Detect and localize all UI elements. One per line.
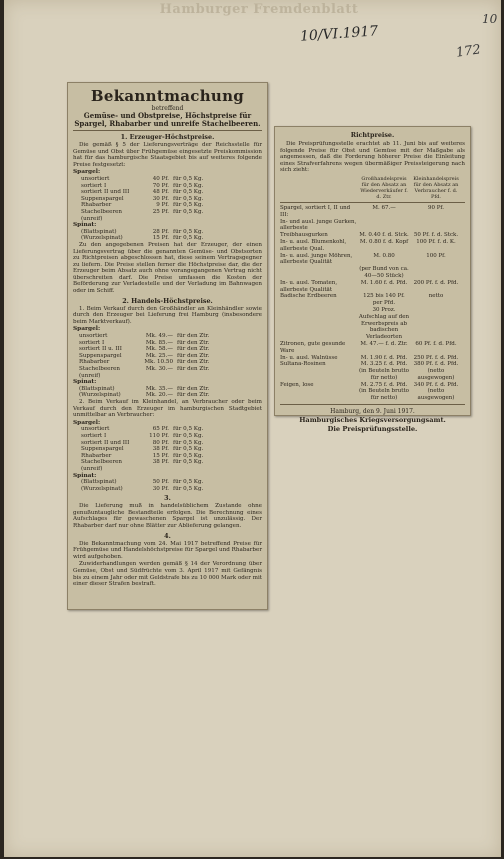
retail-price: 100 Pf. <box>426 252 446 259</box>
product-name: sortiert I <box>81 182 107 189</box>
clipping-richtpreise <box>274 126 471 434</box>
category-label: Spargel: <box>73 326 101 333</box>
price-row <box>73 366 262 379</box>
price-value: 15 Pf. <box>152 452 169 459</box>
price-value: 15 Pf. <box>152 235 169 242</box>
product-name <box>280 368 358 382</box>
retail-price: netto <box>428 293 444 300</box>
richtpreise-row <box>280 232 465 239</box>
retail-price <box>410 266 462 280</box>
price-value: 38 Pf. <box>152 459 169 466</box>
handwritten-folio: 172 <box>455 42 482 61</box>
price-value: 30 Pf. <box>152 195 169 202</box>
price-value: 50 Pf. <box>152 479 169 486</box>
price-value: Mk. 49.— <box>145 333 173 340</box>
price-value: 30 Pf. <box>152 485 169 492</box>
retail-price: 250 Pf. f. d. Pfd. <box>413 354 459 361</box>
product-name: Treibhausgurken <box>280 232 328 239</box>
price-value: Mk. 20.— <box>145 392 173 399</box>
issuing-office: Hamburgisches Kriegsversorgungsamt. <box>299 416 446 425</box>
price-value: 48 Pf. <box>152 189 169 196</box>
price-list-wholesale <box>73 326 262 399</box>
richtpreise-row <box>280 266 465 280</box>
category-label: Spinat: <box>73 222 97 229</box>
category-label: Spargel: <box>73 169 101 176</box>
archive-sheet <box>4 0 501 857</box>
price-unit: für 0,5 Kg. <box>173 175 204 182</box>
price-unit: für 0,5 Kg. <box>173 426 204 433</box>
product-name: (Blattspinat) <box>81 479 117 486</box>
col-wholesale-header: Großhandelspreis für den Absatz an Wiederverkäufer f. d. Ztr. <box>360 175 408 200</box>
product-name: Stachelbeeren (unreif) <box>79 366 121 379</box>
wholesale-price: (in Beuteln brutto für netto) <box>359 368 409 381</box>
wholesale-price: (in Beuteln brutto für netto) <box>359 388 409 402</box>
wholesale-price: M. 1.90 f. d. Pfd. <box>360 354 408 361</box>
price-unit: für den Ztr. <box>177 352 210 359</box>
richtpreise-row <box>280 239 465 253</box>
price-row <box>73 392 262 399</box>
price-row <box>73 176 262 183</box>
product-name: Suppenspargel <box>81 446 124 453</box>
price-row <box>73 189 262 196</box>
wholesale-price: (per Bund von ca. 40—50 Stück) <box>359 266 409 279</box>
product-name: unsortiert <box>81 426 110 433</box>
price-unit: für 0,5 Kg. <box>173 479 204 486</box>
richtpreise-table-header <box>280 176 465 200</box>
clipping-title: Bekanntmachung <box>90 87 245 105</box>
price-unit: für den Ztr. <box>177 346 210 353</box>
price-row <box>73 333 262 340</box>
retail-price: 200 Pf. f. d. Pfd. <box>413 279 459 286</box>
price-unit: für den Ztr. <box>177 333 210 340</box>
place-date: Hamburg, den 9. Juni 1917. <box>330 408 415 416</box>
price-unit: für den Ztr. <box>177 359 210 366</box>
product-name: Feigen, lose <box>280 381 314 388</box>
category-label: Spinat: <box>73 379 97 386</box>
section-heading-1: 1. Erzeuger-Höchstpreise. <box>120 133 215 141</box>
price-value: Mk. 58.— <box>145 346 173 353</box>
price-value: 65 Pf. <box>152 426 169 433</box>
product-name: Spargel, sortiert I, II und III: <box>280 204 351 218</box>
retail-price: 380 Pf. f. d. Pfd. <box>413 361 459 368</box>
price-unit: für 0,5 Kg. <box>173 485 204 492</box>
price-value: 80 Pf. <box>152 439 169 446</box>
retail-price: 60 Pf. f. d. Pfd. <box>415 340 457 347</box>
price-unit: für 0,5 Kg. <box>173 228 204 235</box>
price-row <box>73 446 262 453</box>
product-name: In- und ausl. junge Gurken, allerbeste <box>280 218 357 232</box>
richtpreise-title: Richtpreise. <box>350 131 395 139</box>
richtpreise-row <box>280 253 465 267</box>
price-unit: für 0,5 Kg. <box>173 182 204 189</box>
wholesale-price: M. 1.60 f. d. Pfd. <box>360 279 408 286</box>
divider <box>73 130 262 131</box>
price-row <box>73 340 262 347</box>
richtpreise-row <box>280 293 465 307</box>
richtpreise-row <box>280 280 465 294</box>
retail-price: 100 Pf. f. d. K. <box>416 238 456 245</box>
price-unit: für 0,5 Kg. <box>173 202 204 209</box>
price-row <box>73 440 262 447</box>
product-name: In- u. ausl. Tomaten, allerbeste Qualität <box>280 279 338 293</box>
retail-price: (netto ausgewogen) <box>417 388 455 402</box>
product-name: Stachelbeeren (unreif) <box>81 459 123 472</box>
price-row <box>73 433 262 440</box>
product-name: (Blattspinat) <box>79 385 115 392</box>
product-name: Suppenspargel <box>79 352 122 359</box>
wholesale-price <box>358 219 410 233</box>
price-unit: für den Ztr. <box>177 366 210 372</box>
product-name <box>280 388 358 402</box>
signature-block <box>280 408 465 434</box>
price-unit: für 0,5 Kg. <box>173 189 204 196</box>
price-unit: für den Ztr. <box>177 339 210 346</box>
price-value: 70 Pf. <box>152 182 169 189</box>
price-value: 38 Pf. <box>152 446 169 453</box>
handwritten-date: 10/VI.1917 <box>299 23 379 45</box>
section-heading-2: 2. Handels-Höchstpreise. <box>122 296 213 305</box>
product-name: (Wurzelspinat) <box>79 392 121 399</box>
retail-price <box>410 219 462 233</box>
price-value: 40 Pf. <box>152 175 169 182</box>
price-unit: für 0,5 Kg. <box>173 452 204 459</box>
product-name: Sultana-Rosinen <box>280 361 326 368</box>
price-row <box>73 183 262 190</box>
price-row <box>73 479 262 486</box>
col-retail-header: Kleinhandelspreis für den Absatz an Verbraucher f. d. Pfd. <box>413 175 459 200</box>
richtpreise-row <box>280 355 465 362</box>
product-name: In- u. ausl. Blumenkohl, allerbeste Qual. <box>280 238 347 252</box>
product-name: In- u. ausl. Walnüsse <box>280 354 338 361</box>
paragraph-7: Zuwiderhandlungen werden gemäß § 14 der Verordnung über Gemüse, Obst und Südfrüchte vom 3. April 1917 mit Gefängnis bis zu einem Jahr oder mit Geldstrafe bis zu 10 000 Mark oder mit einer dieser Strafen bestraft. <box>73 561 262 588</box>
price-unit: für 0,5 Kg. <box>173 208 204 215</box>
product-name <box>280 307 358 341</box>
product-name: sortiert II u. III <box>79 346 122 353</box>
paragraph-5: Die Lieferung muß in handelsüblichem Zustande ohne genußuntaugliche Bestandteile erfolgen. Die Berechnung eines Aufschlages für gewaschenen Spargel ist unzulässig. Der Rhabarber darf nur ohne Blätter zur Ablieferung gelangen. <box>73 503 262 530</box>
wholesale-price: M. 3.25 f. d. Pfd. <box>360 361 408 368</box>
retail-price: (netto ausgewogen) <box>417 368 455 381</box>
price-row <box>73 486 262 493</box>
handwritten-page-number: 10 <box>482 12 498 26</box>
price-value: Mk. 30.— <box>145 366 173 372</box>
divider <box>280 404 465 405</box>
product-name: sortiert I <box>81 432 107 439</box>
price-list-producer <box>73 169 262 242</box>
product-name: sortiert II und III <box>81 439 130 446</box>
product-name <box>280 266 358 280</box>
richtpreise-table <box>280 205 465 402</box>
richtpreise-row <box>280 341 465 355</box>
retail-price: 340 Pf. f. d. Pfd. <box>413 381 459 388</box>
product-name: In- u. ausl. junge Möhren, allerbeste Qualität <box>280 252 353 266</box>
richtpreise-row <box>280 307 465 341</box>
price-value: 110 Pf. <box>149 432 169 439</box>
paragraph-3: 1. Beim Verkauf durch den Großhändler an Kleinhändler sowie durch den Erzeuger bei Lieferung frei Hamburg (insbesondere beim Marktverkauf). <box>73 305 262 325</box>
richtpreise-row <box>280 219 465 233</box>
product-name: sortiert II und III <box>81 189 130 196</box>
product-name: unsortiert <box>81 175 110 182</box>
wholesale-price: M. 0.80 <box>373 252 395 259</box>
newspaper-masthead: Hamburger Fremdenblatt <box>159 2 359 17</box>
richtpreise-paragraph: Die Preisprüfungsstelle erachtet ab 11. Juni bis auf weiteres folgende Preise für Obst und Gemüse mit der Maßgabe als angemessen, daß die Forderung höherer Preise die Einleitung eines Strafverfahrens wegen übermäßiger Preissteigerung nach sich zieht: <box>280 141 465 174</box>
product-name: Rhabarber <box>81 452 112 459</box>
issuing-department: Die Preisprüfungsstelle. <box>327 425 418 434</box>
paragraph-1: Die gemäß § 5 der Lieferungsverträge der Reichsstelle für Gemüse und Obst über Frühgemüse eingesetzte Preiskommission hat für das hamburgische Staatsgebiet bis auf weiteres folgende Preise festgesetzt: <box>73 142 262 168</box>
price-row <box>73 453 262 460</box>
category-label: Spinat: <box>73 472 97 479</box>
richtpreise-row <box>280 205 465 219</box>
price-value: Mk. 35.— <box>145 385 173 392</box>
price-value: Mk. 10.50 <box>144 359 173 366</box>
price-row <box>73 235 262 242</box>
price-row <box>73 209 262 222</box>
product-name: unsortiert <box>79 333 108 340</box>
product-name: (Wurzelspinat) <box>81 235 123 242</box>
richtpreise-row <box>280 388 465 402</box>
price-value: 9 Pf. <box>156 202 169 209</box>
product-name: (Blattspinat) <box>81 228 117 235</box>
category-label: Spargel: <box>73 419 101 426</box>
wholesale-price: M. 67.— <box>372 204 396 211</box>
product-name: (Wurzelspinat) <box>81 485 123 492</box>
product-name: Badische Erdbeeren <box>280 293 337 300</box>
wholesale-price: M. 47.— f. d. Ztr. <box>360 340 408 347</box>
divider <box>280 202 465 203</box>
price-unit: für 0,5 Kg. <box>173 235 204 242</box>
price-row <box>73 459 262 472</box>
product-name: Stachelbeeren (unreif) <box>81 208 123 222</box>
price-value: Mk. 85.— <box>145 339 173 346</box>
price-list-retail <box>73 420 262 493</box>
price-row <box>73 426 262 433</box>
wholesale-price: 125 bis 140 Pf. per Pfd. <box>363 293 405 307</box>
product-name: sortiert I <box>79 339 105 346</box>
price-row <box>73 346 262 353</box>
price-unit: für den Ztr. <box>177 392 210 399</box>
paragraph-4: 2. Beim Verkauf im Kleinhandel, an Verbraucher oder beim Verkauf durch den Erzeuger im hamburgischen Stadtgebiet unmittelbar an Verbraucher: <box>73 398 262 419</box>
retail-price: 90 Pf. <box>427 204 445 211</box>
product-name: Rhabarber <box>79 359 110 366</box>
price-value: 28 Pf. <box>152 228 169 235</box>
price-row <box>73 353 262 360</box>
price-unit: für 0,5 Kg. <box>173 439 204 446</box>
clipping-bekanntmachung <box>67 82 268 610</box>
clipping-subtitle: Gemüse- und Obstpreise, Höchstpreise für Spargel, Rhabarber und unreife Stachelbeeren. <box>74 111 261 128</box>
wholesale-price: 30 Proz. Aufschlag auf den Erwerbspreis ab badischen Verladeorten <box>358 306 410 341</box>
price-row <box>73 359 262 366</box>
wholesale-price: M. 0.40 f. d. Stck. <box>359 232 409 239</box>
section-heading-4: 4. <box>164 531 171 540</box>
price-row <box>73 196 262 203</box>
wholesale-price: M. 0.80 f. d. Kopf <box>359 238 409 245</box>
clipping-betreffend: betreffend <box>151 105 184 112</box>
price-unit: für den Ztr. <box>177 385 210 392</box>
price-unit: für 0,5 Kg. <box>173 432 204 439</box>
wholesale-price: M. 2.75 f. d. Pfd. <box>360 381 408 388</box>
product-name: Rhabarber <box>81 202 112 209</box>
section-heading-3: 3. <box>164 494 171 503</box>
price-unit: für 0,5 Kg. <box>173 195 204 202</box>
paragraph-2: Zu den angegebenen Preisen hat der Erzeuger, der einen Lieferungsvertrag über die genannten Gemüse- und Obstsorten zu Richtpreisen abgeschlossen hat, diese seinem Vertragsgegner zu liefern. Die Preise stellen ferner die Höchstpreise dar, die der Erzeuger beim Absatz auch ohne vorangegangenen Vertrag nicht überschreiten darf. Die Preise umfassen die Kosten der Beförderung zur Verladestelle und der Verladung im Bahnwagen oder im Schiff. <box>73 241 262 295</box>
price-row <box>73 202 262 209</box>
price-value: Mk. 25.— <box>145 352 173 359</box>
retail-price: 50 Pf. f. d. Stck. <box>413 232 459 239</box>
product-name: Suppenspargel <box>81 195 124 202</box>
richtpreise-row <box>280 368 465 382</box>
retail-price <box>410 307 462 341</box>
product-name: Zitronen, gute gesunde Ware <box>280 340 346 354</box>
price-value: 25 Pf. <box>152 208 169 215</box>
paragraph-6: Die Bekanntmachung vom 24. Mai 1917 betreffend Preise für Frühgemüse und Handelshöchstpreise für Spargel und Rhabarber wird aufgehoben. <box>73 540 262 560</box>
price-unit: für 0,5 Kg. <box>173 459 204 466</box>
price-unit: für 0,5 Kg. <box>173 446 204 453</box>
